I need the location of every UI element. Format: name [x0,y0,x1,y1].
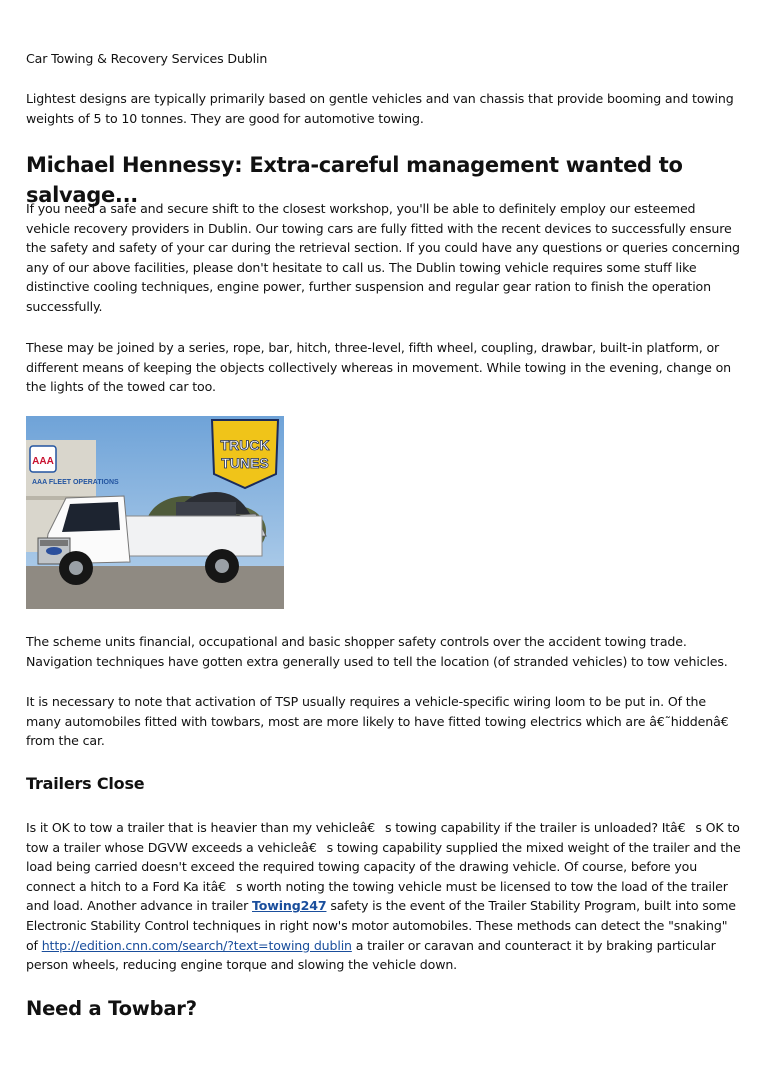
trailers-text-c: a trailer or caravan and counteract it by braking particular person wheels, reducing engine torque and slowing the vehicle down. [26,937,716,973]
paragraph-tsp: It is necessary to note that activation of TSP usually requires a vehicle-specific wiring loom to be put in. Of the many automobiles fitted with towbars, most are more likely to have fitted towing electrics which are â€˜hiddenâ€ from the car. [26,694,739,749]
logo-bottom-text: TUNES [221,455,269,471]
towing247-link[interactable]: Towing247 [252,898,327,914]
section-heading-trailers: Trailers Close [26,774,145,793]
trailers-text-b: safety is the event of the Trailer Stability Program, built into some Electronic Stability Control techniques in right now's motor automobiles. These methods can detect the "snaking" of [26,898,736,953]
paragraph-joining: These may be joined by a series, rope, bar, hitch, three-level, fifth wheel, coupling, drawbar, built-in platform, or different means of keeping the objects collectively whereas in movement. While towing in the evening, change on the lights of the towed car too. [26,340,731,395]
document-title: Car Towing & Recovery Services Dublin [26,51,268,66]
photo-sign-text: AAA FLEET OPERATIONS [32,479,119,486]
paragraph-scheme: The scheme units financial, occupational and basic shopper safety controls over the accident towing trade. Navigation techniques have gotten extra generally used to tell the location (of stranded vehicles) to tow vehicles. [26,634,728,669]
tow-truck-photo [26,416,284,609]
article-heading: Michael Hennessy: Extra-careful management wanted to salvage... [26,153,683,207]
logo-top-text: TRUCK [220,437,270,453]
tow-truck-illustration [26,416,284,609]
cnn-search-link[interactable]: http://edition.cnn.com/search/?text=towing dublin [41,937,352,953]
section-heading-towbar: Need a Towbar? [26,997,197,1020]
intro-paragraph: Lightest designs are typically primarily based on gentle vehicles and van chassis that provide booming and towing weights of 5 to 10 tonnes. They are good for automotive towing. [26,91,734,126]
trailers-text-a: Is it OK to tow a trailer that is heavier than my vehicleâ€s towing capability if the trailer is unloaded? Itâ€s OK to tow a trailer whose DGVW exceeds a vehicleâ€s towing capability supplied the mixed weight of the trailer and the load being carried doesn't exceed the required towing capacity of the drawing vehicle. Of course, before you connect a hitch to a Ford Ka itâ€s worth noting the towing vehicle must be licensed to tow the load of the trailer and load. Another advance in trailer [26,820,741,914]
svg-text:AAA: AAA [32,456,54,467]
truck-tunes-logo [212,420,278,488]
paragraph-recovery: If you need a safe and secure shift to the closest workshop, you'll be able to definitely employ our esteemed vehicle recovery providers in Dublin. Our towing cars are fully fitted with the recent devices to successfully ensure the safety and safety of your car during the retrieval section. If you could have any questions or queries concerning any of our above facilities, please don't hesitate to call us. The Dublin towing vehicle requires some stuff like distinctive cooling techniques, engine power, further suspension and regular gear ration to finish the operation successfully. [26,201,740,314]
paragraph-trailers [26,818,742,975]
